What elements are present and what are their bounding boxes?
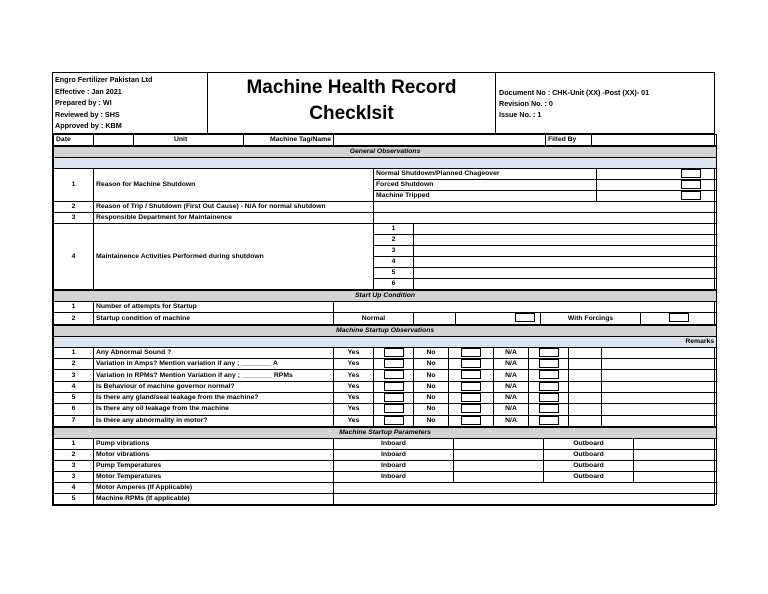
responsible-department-label: Responsible Department for Maintainence [94,213,374,224]
na-label: N/A [494,404,529,415]
parameter-row [54,449,717,460]
unit-label: Unit [134,135,244,146]
row-number: 2 [54,359,94,370]
observation-row [54,381,717,392]
parameter-row [54,482,717,493]
section-title-startup: Start Up Condition [54,291,717,302]
parameter-field[interactable] [334,493,717,504]
yes-label: Yes [334,347,374,358]
row-number: 7 [54,415,94,426]
na-checkbox[interactable] [539,382,559,391]
parameter-label: Pump vibrations [94,438,334,449]
row-number: 6 [54,404,94,415]
row-number: 3 [54,460,94,471]
na-checkbox[interactable] [539,393,559,402]
startup-observations-table [53,325,717,427]
no-label: No [414,415,449,426]
row-number: 4 [54,482,94,493]
issue-number: Issue No. : 1 [499,110,542,119]
header-right-info [496,73,714,133]
row-number: 2 [54,313,94,324]
company-name: Engro Fertilizer Pakistan Ltd [55,75,153,84]
observation-row [54,404,717,415]
observation-question: Is Behaviour of machine governor normal? [94,381,334,392]
no-checkbox[interactable] [461,370,481,379]
yes-checkbox[interactable] [384,382,404,391]
remarks-field[interactable] [602,392,717,403]
shutdown-reason-label: Reason for Machine Shutdown [94,168,374,202]
document-header [52,72,715,134]
parameter-field[interactable] [334,482,717,493]
activity-field[interactable] [414,257,717,268]
activity-number: 4 [374,257,414,268]
row-number: 2 [54,449,94,460]
no-label: No [414,370,449,381]
option-machine-tripped: Machine Tripped [374,191,597,202]
activity-field[interactable] [414,279,717,290]
outboard-label: Outboard [544,438,634,449]
row-number: 1 [54,347,94,358]
date-label: Date [54,135,94,146]
header-left-info [53,73,208,133]
row-number: 5 [54,493,94,504]
parameter-label: Motor Temperatures [94,471,334,482]
maintenance-activities-label: Maintainence Activities Performed during shutdown [94,224,374,290]
observation-row [54,347,717,358]
observation-row [54,392,717,403]
activity-field[interactable] [414,268,717,279]
row-number: 3 [54,471,94,482]
na-label: N/A [494,359,529,370]
yes-checkbox[interactable] [384,348,404,357]
remarks-field[interactable] [602,415,717,426]
checklist-sheet [52,72,715,506]
parameter-label: Motor vibrations [94,449,334,460]
no-checkbox[interactable] [461,393,481,402]
na-checkbox[interactable] [539,416,559,425]
yes-checkbox[interactable] [384,393,404,402]
effective-date: Effective : Jan 2021 [55,86,122,96]
remarks-field[interactable] [602,381,717,392]
na-label: N/A [494,370,529,381]
yes-label: Yes [334,392,374,403]
row-number: 3 [54,213,94,224]
startup-condition-table [53,290,717,324]
activity-number: 2 [374,235,414,246]
document-title: Machine Health Record Checklsit [208,73,496,133]
observation-question: Variation in Amps? Mention variation if any ; ________ A [94,359,334,370]
section-title-observations: Machine Startup Observations [54,325,717,336]
na-label: N/A [494,347,529,358]
outboard-label: Outboard [544,460,634,471]
startup-attempts-label: Number of attempts for Startup [94,302,334,313]
startup-condition-label: Startup condition of machine [94,313,334,324]
parameter-row [54,438,717,449]
no-checkbox[interactable] [461,348,481,357]
yes-label: Yes [334,359,374,370]
parameter-label: Machine RPMs (If applicable) [94,493,334,504]
general-observations-table [53,146,717,290]
yes-checkbox[interactable] [384,416,404,425]
observation-row [54,370,717,381]
outboard-field[interactable] [634,438,717,449]
normal-shutdown-checkbox[interactable] [681,169,701,178]
na-label: N/A [494,381,529,392]
machine-tag-label: Machine Tag/Name [244,135,334,146]
section-title-general: General Observations [54,147,717,158]
trip-reason-field[interactable] [374,202,717,213]
responsible-department-field[interactable] [374,213,717,224]
no-label: No [414,381,449,392]
na-label: N/A [494,392,529,403]
na-label: N/A [494,415,529,426]
outboard-field[interactable] [634,471,717,482]
no-label: No [414,359,449,370]
machine-tripped-checkbox[interactable] [681,191,701,200]
option-normal-shutdown: Normal Shutdown/Planned Chageover [374,168,597,179]
no-label: No [414,347,449,358]
remarks-field[interactable] [602,370,717,381]
yes-checkbox[interactable] [384,404,404,413]
trip-reason-label: Reason of Trip / Shutdown (First Out Cause) - N/A for normal shutdown [94,202,374,213]
parameter-row [54,471,717,482]
inboard-field[interactable] [454,460,544,471]
no-label: No [414,392,449,403]
parameter-row [54,460,717,471]
yes-label: Yes [334,404,374,415]
inboard-field[interactable] [454,471,544,482]
activity-number: 1 [374,224,414,235]
row-number: 4 [54,381,94,392]
row-number: 4 [54,224,94,290]
outboard-field[interactable] [634,449,717,460]
no-checkbox[interactable] [461,382,481,391]
no-checkbox[interactable] [461,416,481,425]
forced-shutdown-checkbox[interactable] [681,180,701,189]
date-field[interactable] [94,135,134,146]
document-number: Document No : CHK-Unit (XX) -Post (XX)- 01 [499,88,650,97]
no-checkbox[interactable] [461,359,481,368]
parameter-label: Motor Amperes (If Applicable) [94,482,334,493]
spacer-row [54,158,717,169]
row-number: 1 [54,168,94,202]
row-number: 1 [54,302,94,313]
observation-question: Is there any gland/seal leakage from the machine? [94,392,334,403]
row-number: 2 [54,202,94,213]
no-label: No [414,404,449,415]
activity-field[interactable] [414,246,717,257]
checklist-body [52,134,715,506]
parameter-label: Pump Temperatures [94,460,334,471]
section-title-parameters: Machine Startup Parameters [54,427,717,438]
parameter-row [54,493,717,504]
activity-field[interactable] [414,224,717,235]
observation-question: Variation in RPMs? Mention Variation if any ; ________ RPMs [94,370,334,381]
activity-number: 3 [374,246,414,257]
remarks-header: Remarks [602,336,717,347]
yes-checkbox[interactable] [384,359,404,368]
startup-parameters-table [53,427,717,505]
inboard-label: Inboard [334,471,454,482]
yes-checkbox[interactable] [384,370,404,379]
remarks-field[interactable] [602,404,717,415]
na-checkbox[interactable] [539,359,559,368]
with-forcings-checkbox[interactable] [669,313,689,322]
filled-by-label: Filled By [546,135,592,146]
observation-question: Any Abnormal Sound ? [94,347,334,358]
startup-attempts-field[interactable] [334,302,717,313]
approved-by: Approved by : KBM [55,121,122,130]
row-number: 1 [54,438,94,449]
inboard-label: Inboard [334,438,454,449]
na-checkbox[interactable] [539,348,559,357]
inboard-field[interactable] [454,438,544,449]
outboard-label: Outboard [544,449,634,460]
with-forcings-label: With Forcings [541,313,641,324]
activity-number: 6 [374,279,414,290]
row-number: 5 [54,392,94,403]
activity-field[interactable] [414,235,717,246]
remarks-field[interactable] [602,359,717,370]
row-number: 3 [54,370,94,381]
no-checkbox[interactable] [461,404,481,413]
observation-question: Is there any oil leakage from the machine [94,404,334,415]
na-checkbox[interactable] [539,404,559,413]
na-checkbox[interactable] [539,370,559,379]
reviewed-by: Reviewed by : SHS [55,109,120,119]
option-forced-shutdown: Forced Shutdown [374,179,597,190]
yes-label: Yes [334,381,374,392]
revision-number: Revision No. : 0 [499,99,553,108]
normal-checkbox[interactable] [515,313,535,322]
inboard-label: Inboard [334,449,454,460]
yes-label: Yes [334,370,374,381]
observation-question: Is there any abnormality in motor? [94,415,334,426]
prepared-by: Prepared by : WI [55,98,112,107]
observation-row [54,359,717,370]
remarks-field[interactable] [602,347,717,358]
machine-tag-field[interactable] [334,135,546,146]
activity-number: 5 [374,268,414,279]
inboard-field[interactable] [454,449,544,460]
observation-row [54,415,717,426]
normal-label: Normal [334,313,414,324]
inboard-label: Inboard [334,460,454,471]
info-table [53,134,717,146]
yes-label: Yes [334,415,374,426]
filled-by-field[interactable] [592,135,717,146]
outboard-label: Outboard [544,471,634,482]
outboard-field[interactable] [634,460,717,471]
